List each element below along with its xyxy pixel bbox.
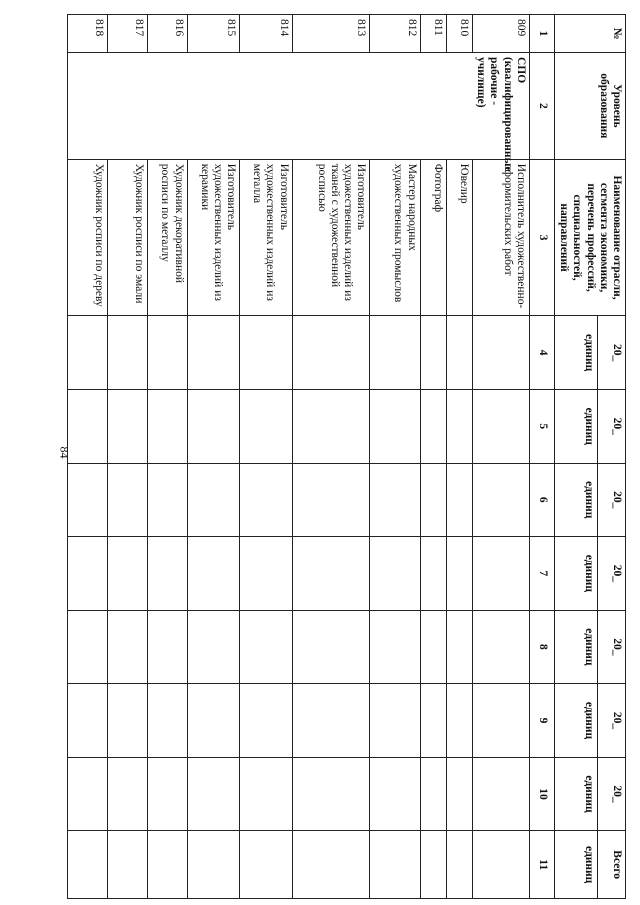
column-number: 11 (529, 831, 554, 899)
profession-name: Изготовитель художественных изделий из тканей с художественной росписью (292, 159, 370, 316)
value-cell (292, 463, 370, 537)
value-cell (420, 463, 446, 537)
header-no: № (554, 15, 625, 53)
value-cell (147, 537, 187, 611)
value-cell (147, 389, 187, 463)
rotated-table-wrapper (88, 14, 626, 899)
value-cell (473, 463, 530, 537)
row-number: 812 (370, 15, 420, 53)
row-number: 810 (446, 15, 472, 53)
value-cell (107, 757, 147, 831)
value-cell (107, 463, 147, 537)
value-cell (446, 610, 472, 684)
value-cell (67, 537, 107, 611)
value-cell (187, 389, 240, 463)
value-cell (370, 537, 420, 611)
row-number: 815 (187, 15, 240, 53)
profession-name: Мастер народных художественных промыслов (370, 159, 420, 316)
value-cell (446, 684, 472, 758)
value-cell (292, 610, 370, 684)
value-cell (67, 831, 107, 899)
value-cell (292, 389, 370, 463)
value-cell (107, 537, 147, 611)
value-cell (446, 757, 472, 831)
profession-name: Художник росписи по дереву (67, 159, 107, 316)
header-level: Уровень образования (554, 52, 625, 159)
value-cell (370, 757, 420, 831)
header-total-unit: единиц (554, 831, 597, 899)
value-cell (240, 831, 293, 899)
value-cell (292, 684, 370, 758)
value-cell (67, 684, 107, 758)
value-cell (187, 831, 240, 899)
value-cell (107, 610, 147, 684)
value-cell (187, 537, 240, 611)
value-cell (446, 389, 472, 463)
value-cell (187, 684, 240, 758)
header-year: 20_ (597, 610, 625, 684)
value-cell (446, 463, 472, 537)
profession-name: Исполнитель художественно-оформительских работ (473, 159, 530, 316)
value-cell (107, 389, 147, 463)
value-cell (370, 316, 420, 390)
value-cell (67, 316, 107, 390)
column-number: 1 (529, 15, 554, 53)
value-cell (420, 757, 446, 831)
header-unit: единиц (554, 757, 597, 831)
column-number: 4 (529, 316, 554, 390)
header-total: Всего (597, 831, 625, 899)
value-cell (240, 316, 293, 390)
header-year: 20_ (597, 316, 625, 390)
value-cell (370, 610, 420, 684)
value-cell (147, 463, 187, 537)
value-cell (147, 316, 187, 390)
value-cell (292, 831, 370, 899)
value-cell (473, 389, 530, 463)
value-cell (147, 610, 187, 684)
header-year: 20_ (597, 463, 625, 537)
row-number: 817 (107, 15, 147, 53)
value-cell (107, 831, 147, 899)
value-cell (187, 463, 240, 537)
column-number: 5 (529, 389, 554, 463)
profession-name: Фотограф (420, 159, 446, 316)
header-name: Наименование отрасли, сегмента экономики, перечень профессий, специальностей, направлений (554, 159, 625, 316)
value-cell (446, 316, 472, 390)
header-year: 20_ (597, 757, 625, 831)
education-level: СПО (квалифицированные рабочие - училище) (67, 52, 529, 159)
header-unit: единиц (554, 610, 597, 684)
value-cell (473, 684, 530, 758)
value-cell (370, 831, 420, 899)
row-number: 809 (473, 15, 530, 53)
value-cell (240, 463, 293, 537)
value-cell (420, 684, 446, 758)
page-number: 84 (57, 446, 72, 459)
value-cell (67, 389, 107, 463)
row-number: 818 (67, 15, 107, 53)
value-cell (107, 684, 147, 758)
value-cell (67, 463, 107, 537)
value-cell (147, 757, 187, 831)
table-row (473, 15, 530, 899)
header-unit: единиц (554, 316, 597, 390)
value-cell (67, 610, 107, 684)
column-number: 7 (529, 537, 554, 611)
value-cell (107, 316, 147, 390)
value-cell (240, 537, 293, 611)
row-number: 814 (240, 15, 293, 53)
row-number: 813 (292, 15, 370, 53)
profession-name: Художник декоративной росписи по металлу (147, 159, 187, 316)
column-number: 3 (529, 159, 554, 316)
profession-name: Изготовитель художественных изделий из металла (240, 159, 293, 316)
value-cell (240, 684, 293, 758)
profession-name: Ювелир (446, 159, 472, 316)
value-cell (446, 537, 472, 611)
data-table (67, 14, 626, 899)
value-cell (67, 757, 107, 831)
value-cell (240, 757, 293, 831)
value-cell (240, 389, 293, 463)
value-cell (370, 684, 420, 758)
value-cell (473, 537, 530, 611)
value-cell (420, 316, 446, 390)
value-cell (420, 831, 446, 899)
column-number: 2 (529, 52, 554, 159)
value-cell (292, 316, 370, 390)
column-number: 9 (529, 684, 554, 758)
value-cell (370, 463, 420, 537)
value-cell (370, 389, 420, 463)
column-number: 6 (529, 463, 554, 537)
value-cell (420, 537, 446, 611)
value-cell (473, 610, 530, 684)
header-year: 20_ (597, 537, 625, 611)
value-cell (420, 389, 446, 463)
value-cell (147, 684, 187, 758)
header-unit: единиц (554, 389, 597, 463)
value-cell (446, 831, 472, 899)
value-cell (147, 831, 187, 899)
value-cell (473, 316, 530, 390)
value-cell (292, 537, 370, 611)
column-number: 8 (529, 610, 554, 684)
header-unit: единиц (554, 684, 597, 758)
column-number: 10 (529, 757, 554, 831)
value-cell (473, 757, 530, 831)
value-cell (187, 757, 240, 831)
profession-name: Изготовитель художественных изделий из керамики (187, 159, 240, 316)
value-cell (473, 831, 530, 899)
value-cell (187, 610, 240, 684)
header-unit: единиц (554, 537, 597, 611)
column-numbers-row (529, 15, 554, 899)
header-year: 20_ (597, 389, 625, 463)
value-cell (292, 757, 370, 831)
value-cell (187, 316, 240, 390)
value-cell (240, 610, 293, 684)
row-number: 811 (420, 15, 446, 53)
value-cell (420, 610, 446, 684)
header-year: 20_ (597, 684, 625, 758)
row-number: 816 (147, 15, 187, 53)
profession-name: Художник росписи по эмали (107, 159, 147, 316)
header-unit: единиц (554, 463, 597, 537)
